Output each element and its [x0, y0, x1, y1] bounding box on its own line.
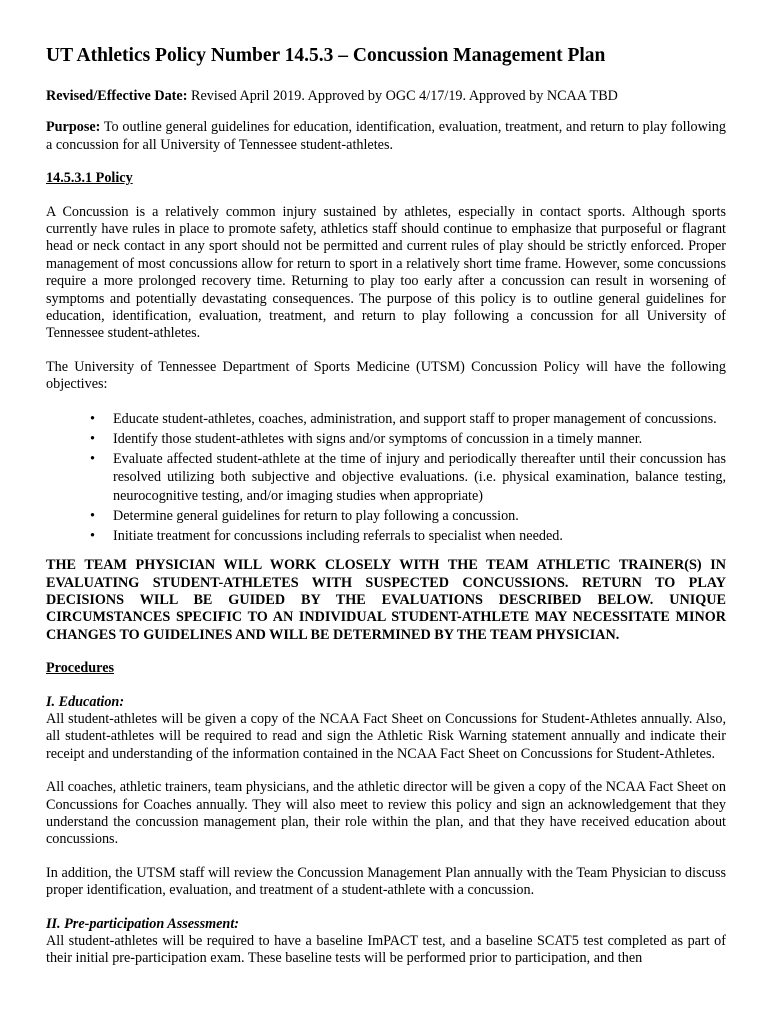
bullet-icon: •	[90, 507, 95, 524]
objective-text: Initiate treatment for concussions including referrals to specialist when needed.	[113, 527, 563, 544]
purpose-text: To outline general guidelines for education, identification, evaluation, treatment, and return to play following a concussion for all University of Tennessee student-athletes.	[46, 119, 726, 153]
objective-text: Evaluate affected student-athlete at the time of injury and periodically thereafter until their concussion has resolved utilizing both subjective and objective evaluations. (i.e. physical examination, balance testing, neurocognitive testing, and/or imaging studies when appropriate)	[113, 451, 726, 504]
objective-text: Identify those student-athletes with signs and/or symptoms of concussion in a timely manner.	[113, 430, 643, 447]
list-item	[90, 450, 726, 505]
list-item	[90, 430, 726, 448]
objective-text: Determine general guidelines for return to play following a concussion.	[113, 507, 519, 524]
list-item	[90, 527, 726, 545]
objective-text: Educate student-athletes, coaches, administration, and support staff to proper management of concussions.	[113, 410, 717, 427]
objectives-list	[46, 410, 726, 545]
policy-heading: 14.5.3.1 Policy	[46, 170, 133, 187]
education-paragraph-3: In addition, the UTSM staff will review the Concussion Management Plan annually with the Team Physician to discuss proper identification, evaluation, and treatment of a student-athlete with a concussion.	[46, 864, 726, 899]
bullet-icon: •	[90, 527, 95, 544]
revised-date-line	[46, 88, 726, 105]
bullet-icon: •	[90, 451, 95, 468]
revised-date-text: Revised April 2019. Approved by OGC 4/17/19. Approved by NCAA TBD	[187, 88, 618, 104]
preparticipation-heading: II. Pre-participation Assessment:	[46, 915, 239, 932]
policy-paragraph-1: A Concussion is a relatively common injury sustained by athletes, especially in contact sports. Although sports currently have rules in place to promote safety, athletics staff should continue to emphasize that purposeful or flagrant head or neck contact in any sport should not be permitted and current rules of play should be strictly enforced. Proper management of most concussions allow for return to sport in a relatively short time frame. However, some concussions require a more prolonged recovery time. Returning to play too early after a concussion can result in worsening of symptoms and potentially devastating consequences. The purpose of this policy is to outline general guidelines for education, identification, evaluation, treatment, and return to play following a concussion for all University of Tennessee student-athletes.	[46, 203, 726, 342]
document-title: UT Athletics Policy Number 14.5.3 – Concussion Management Plan	[46, 45, 606, 66]
education-paragraph-2: All coaches, athletic trainers, team physicians, and the athletic director will be given a copy of the NCAA Fact Sheet on Concussions for Coaches annually. They will also meet to review this policy and sign an acknowledgement that they understand the concussion management plan, their role within the plan, and that they have received education about concussions.	[46, 779, 726, 848]
procedures-heading: Procedures	[46, 660, 115, 677]
list-item	[90, 410, 726, 428]
team-physician-statement: THE TEAM PHYSICIAN WILL WORK CLOSELY WITH THE TEAM ATHLETIC TRAINER(S) IN EVALUATING STUDENT-ATHLETES WITH SUSPECTED CONCUSSIONS. RETURN TO PLAY DECISIONS WILL BE GUIDED BY THE EVALUATIONS DESCRIBED BELOW. UNIQUE CIRCUMSTANCES SPECIFIC TO AN INDIVIDUAL STUDENT-ATHLETE MAY NECESSITATE MINOR CHANGES TO GUIDELINES AND WILL BE DETERMINED BY THE TEAM PHYSICIAN.	[46, 557, 726, 643]
preparticipation-paragraph-1: All student-athletes will be required to have a baseline ImPACT test, and a baseline SCAT5 test completed as part of their initial pre-participation exam. These baseline tests will be performed prior to participation, and then	[46, 933, 726, 967]
list-item	[90, 507, 726, 525]
education-heading: I. Education:	[46, 693, 125, 710]
bullet-icon: •	[90, 410, 95, 427]
purpose-label: Purpose:	[46, 119, 101, 136]
policy-paragraph-2: The University of Tennessee Department of Sports Medicine (UTSM) Concussion Policy will have the following objectives:	[46, 358, 726, 393]
bullet-icon: •	[90, 430, 95, 447]
revised-date-label: Revised/Effective Date:	[46, 88, 188, 104]
purpose-paragraph	[46, 119, 726, 154]
education-paragraph-1: All student-athletes will be given a copy of the NCAA Fact Sheet on Concussions for Student-Athletes annually. Also, all student-athletes will be required to read and sign the Athletic Risk Warning statement annually and indicate their receipt and understanding of the information contained in the NCAA Fact Sheet on Concussions for Student-Athletes.	[46, 710, 726, 762]
